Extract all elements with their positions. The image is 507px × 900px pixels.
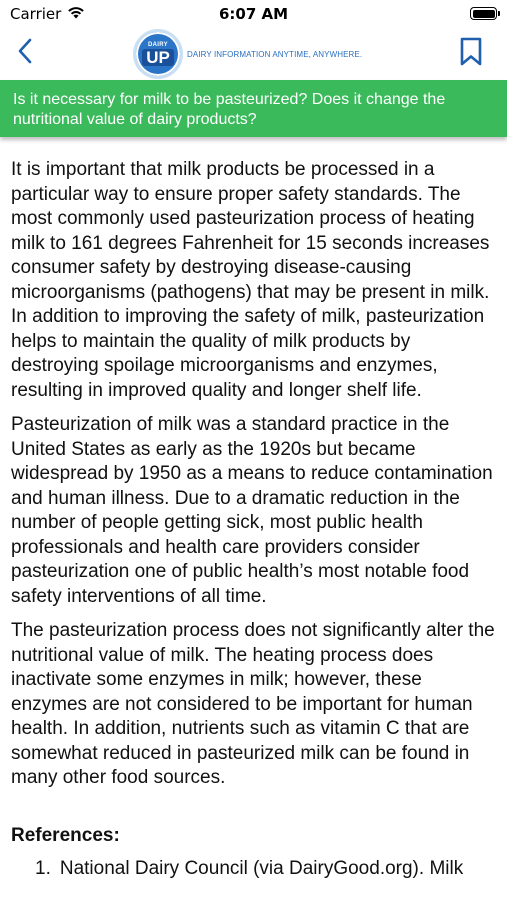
article-body <box>11 158 497 881</box>
app-logo <box>133 29 362 79</box>
reference-item <box>35 857 497 882</box>
back-button[interactable] <box>10 36 40 70</box>
logo-badge <box>133 29 183 79</box>
paragraph: The pasteurization process does not significantly alter the nutritional value of milk. The heating process does inactivate some enzymes in milk; however, these enzymes are not considered to be important for human health. In addition, nutrients such as vitamin C that are somewhat reduced in pasteurized milk can be found in many other food sources. <box>11 620 495 788</box>
bookmark-button[interactable] <box>457 37 485 71</box>
logo-tagline: DAIRY INFORMATION ANYTIME, ANYWHERE. <box>187 49 363 59</box>
status-time: 6:07 AM <box>218 5 289 23</box>
reference-text[interactable]: National Dairy Council (via DairyGood.org). Milk <box>59 857 464 879</box>
paragraph: It is important that milk products be processed in a particular way to ensure proper safety standards. The most commonly used pasteurization process of heating milk to 161 degrees Fahrenheit for 15 seconds increases consumer safety by destroying disease-causing microorganisms (pathogens) that may be present in milk. In addition to improving the safety of milk, pasteurization helps to maintain the quality of milk products by destroying spoilage microorganisms and enzymes, resulting in improved quality and longer shelf life. <box>11 159 490 401</box>
carrier-label: Carrier <box>10 5 62 23</box>
logo-small-text: DAIRY <box>148 42 168 48</box>
logo-big-text: UP <box>142 49 174 66</box>
chevron-left-icon <box>17 38 33 69</box>
battery-icon <box>470 7 497 20</box>
question-text: Is it necessary for milk to be pasteurized? Does it change the nutritional value of dairy products? <box>13 91 446 128</box>
references-list <box>11 857 497 882</box>
reference-number: 1. <box>35 857 51 879</box>
nav-bar <box>0 28 507 80</box>
status-bar <box>0 0 507 28</box>
paragraph: Pasteurization of milk was a standard practice in the United States as early as the 1920s but became widespread by 1950 as a means to reduce contamination and human illness. Due to a dramatic reduction in the number of people getting sick, most public health professionals and health care providers consider pasteurization one of public health’s most notable food safety interventions of all time. <box>11 414 493 607</box>
question-banner <box>0 80 507 137</box>
bookmark-icon <box>460 37 482 72</box>
references-heading: References: <box>11 824 120 846</box>
